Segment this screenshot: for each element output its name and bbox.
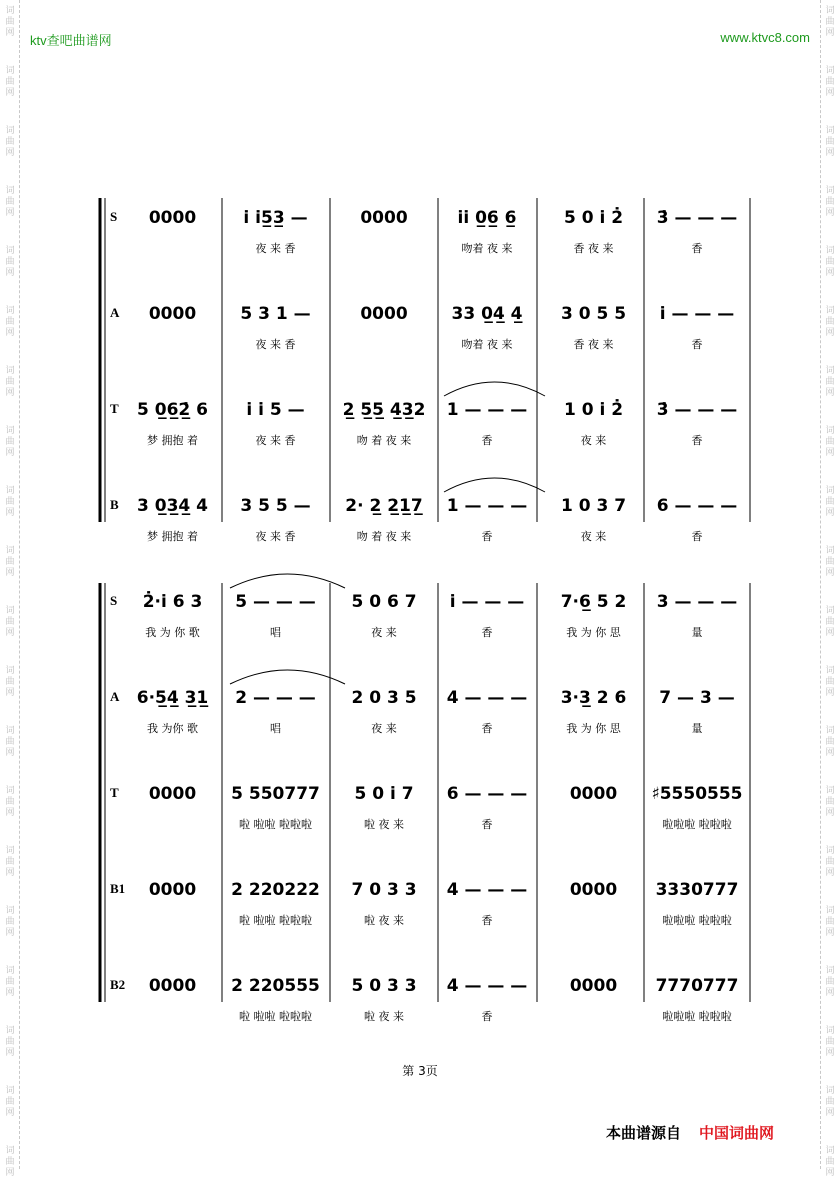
measure-lyrics: 梦 拥抱 着 bbox=[147, 530, 198, 543]
measure-notes: 1 — — — bbox=[446, 496, 528, 516]
watermark-glyph-group: 词 曲 网 bbox=[5, 66, 15, 98]
measure-notes: i̇ — — — bbox=[659, 304, 735, 324]
measure-notes: 0000 bbox=[360, 304, 408, 324]
watermark-glyph-group: 词 曲 网 bbox=[825, 726, 835, 758]
watermark-glyph-group: 词 曲 网 bbox=[825, 126, 835, 158]
measure-notes: 2̇·i̇ 6 3 bbox=[142, 592, 203, 612]
watermark-glyph-group: 词 曲 网 bbox=[825, 426, 835, 458]
measure-lyrics: 夜 来 bbox=[371, 626, 397, 639]
watermark-glyph-group: 词 曲 网 bbox=[5, 126, 15, 158]
measure-notes: 2̲ 5̲5̲ 4̲3̲2 bbox=[342, 400, 426, 420]
measure-notes: 0000 bbox=[148, 304, 197, 324]
tie-slur bbox=[444, 478, 545, 492]
measure-lyrics: 夜 来 香 bbox=[255, 530, 296, 543]
measure-notes: 2 — — — bbox=[235, 688, 316, 708]
voice-label: B2 bbox=[110, 977, 126, 992]
measure-lyrics: 夜 来 香 bbox=[255, 338, 296, 351]
tie-slur bbox=[444, 382, 545, 396]
measure-lyrics: 香 bbox=[691, 338, 703, 351]
measure-lyrics: 唱 bbox=[270, 722, 281, 735]
measure-lyrics: 夜 来 bbox=[371, 722, 397, 735]
watermark-glyph-group: 词 曲 网 bbox=[825, 246, 835, 278]
watermark-glyph-group: 词 曲 网 bbox=[825, 6, 835, 38]
measure-notes: 7 0 3 3 bbox=[351, 880, 417, 900]
watermark-glyph-group: 词 曲 网 bbox=[825, 1146, 835, 1178]
measure-lyrics: 香 bbox=[691, 530, 703, 543]
watermark-glyph-group: 词 曲 网 bbox=[5, 246, 15, 278]
voice-label: A bbox=[110, 689, 120, 704]
watermark-glyph-group: 词 曲 网 bbox=[5, 666, 15, 698]
measure-notes: 6 — — — bbox=[656, 496, 738, 516]
measure-lyrics: 啦 夜 来 bbox=[364, 914, 404, 927]
measure-notes: 0000 bbox=[148, 208, 197, 228]
watermark-glyph-group: 词 曲 网 bbox=[5, 966, 15, 998]
measure-notes: 6 — — — bbox=[446, 784, 528, 804]
watermark-glyph-group: 词 曲 网 bbox=[825, 66, 835, 98]
measure-lyrics: 啦 啦啦 啦啦啦 bbox=[239, 1010, 312, 1023]
measure-notes: 33 0̲4̲ 4̲ bbox=[451, 304, 523, 324]
watermark-glyph-group: 词 曲 网 bbox=[825, 186, 835, 218]
measure-notes: 5 0 3 3 bbox=[351, 976, 417, 996]
watermark-glyph-group: 词 曲 网 bbox=[825, 906, 835, 938]
measure-notes: 6·5̲4̲ 3̲1̲ bbox=[136, 688, 209, 708]
measure-lyrics: 唱 bbox=[270, 626, 281, 639]
measure-notes: 0000 bbox=[360, 208, 408, 228]
measure-lyrics: 梦 拥抱 着 bbox=[147, 434, 198, 447]
measure-notes: 3 0̲3̲4̲ 4 bbox=[137, 496, 208, 516]
measure-lyrics: 量 bbox=[691, 626, 703, 639]
measure-lyrics: 啦 啦啦 啦啦啦 bbox=[239, 914, 312, 927]
site-name: ktv查吧曲谱网 bbox=[30, 33, 112, 48]
watermark-glyph-group: 词 曲 网 bbox=[5, 606, 15, 638]
measure-lyrics: 啦啦啦 啦啦啦 bbox=[662, 818, 732, 831]
measure-notes: ♯5550555 bbox=[651, 784, 743, 804]
measure-notes: 0000 bbox=[569, 880, 618, 900]
measure-lyrics: 啦啦啦 啦啦啦 bbox=[662, 1010, 732, 1023]
watermark-glyph-group: 词 曲 网 bbox=[825, 1086, 835, 1118]
measure-notes: i̇ — — — bbox=[449, 592, 525, 612]
measure-lyrics: 香 bbox=[481, 1010, 493, 1023]
measure-notes: i̇ i̇5̲3̲ — bbox=[243, 208, 308, 228]
measure-notes: 0000 bbox=[569, 976, 618, 996]
measure-lyrics: 夜 来 bbox=[580, 530, 607, 543]
measure-notes: 2 220222 bbox=[231, 880, 320, 900]
voice-label: T bbox=[110, 401, 119, 416]
measure-notes: 0000 bbox=[569, 784, 618, 804]
watermark-glyph-group: 词 曲 网 bbox=[825, 666, 835, 698]
watermark-glyph-group: 词 曲 网 bbox=[825, 606, 835, 638]
measure-notes: 5 3 1 — bbox=[240, 304, 311, 324]
measure-notes: 3 — — — bbox=[656, 592, 738, 612]
measure-lyrics: 吻 着 夜 来 bbox=[356, 434, 412, 447]
measure-notes: 7770777 bbox=[655, 976, 739, 996]
watermark-glyph-group: 词 曲 网 bbox=[5, 306, 15, 338]
measure-lyrics: 香 bbox=[691, 434, 703, 447]
measure-lyrics: 香 bbox=[481, 722, 493, 735]
measure-notes: 1 — — — bbox=[446, 400, 528, 420]
measure-lyrics: 香 夜 来 bbox=[573, 242, 614, 255]
watermark-glyph-group: 词 曲 网 bbox=[825, 786, 835, 818]
measure-notes: 7·6̲ 5 2 bbox=[560, 592, 627, 612]
measure-lyrics: 吻着 夜 来 bbox=[461, 338, 513, 351]
watermark-glyph-group: 词 曲 网 bbox=[825, 966, 835, 998]
watermark-glyph-group: 词 曲 网 bbox=[5, 186, 15, 218]
watermark-glyph-group: 词 曲 网 bbox=[825, 366, 835, 398]
page-number: 第 3页 bbox=[402, 1064, 438, 1078]
measure-notes: 3 0 5 5 bbox=[560, 304, 627, 324]
measure-lyrics: 啦 夜 来 bbox=[364, 818, 404, 831]
watermark-glyph-group: 词 曲 网 bbox=[5, 1026, 15, 1058]
measure-notes: 0000 bbox=[148, 976, 197, 996]
measure-lyrics: 吻 着 夜 来 bbox=[356, 530, 412, 543]
measure-lyrics: 啦 啦啦 啦啦啦 bbox=[239, 818, 312, 831]
measure-notes: 2· 2̲ 2̲1̲7̲ bbox=[345, 496, 423, 516]
watermark-glyph-group: 词 曲 网 bbox=[5, 906, 15, 938]
watermark-glyph-group: 词 曲 网 bbox=[5, 786, 15, 818]
measure-notes: 0000 bbox=[148, 784, 197, 804]
watermark-glyph-group: 词 曲 网 bbox=[5, 726, 15, 758]
measure-notes: 1 0 3 7 bbox=[560, 496, 627, 516]
watermark-glyph-group: 词 曲 网 bbox=[825, 486, 835, 518]
watermark-glyph-group: 词 曲 网 bbox=[825, 306, 835, 338]
measure-notes: 3330777 bbox=[655, 880, 739, 900]
measure-lyrics: 夜 来 香 bbox=[255, 242, 296, 255]
measure-lyrics: 夜 来 bbox=[580, 434, 607, 447]
watermark-glyph-group: 词 曲 网 bbox=[5, 486, 15, 518]
watermark-glyph-group: 词 曲 网 bbox=[5, 426, 15, 458]
measure-lyrics: 我 为你 歌 bbox=[147, 722, 198, 735]
watermark-glyph-group: 词 曲 网 bbox=[5, 1086, 15, 1118]
measure-lyrics: 香 bbox=[481, 626, 493, 639]
voice-label: S bbox=[110, 593, 118, 608]
measure-lyrics: 香 bbox=[691, 242, 703, 255]
measure-notes: 5 0 6 7 bbox=[351, 592, 417, 612]
watermark-glyph-group: 词 曲 网 bbox=[825, 1026, 835, 1058]
measure-notes: 3·3̲ 2 6 bbox=[560, 688, 627, 708]
watermark-glyph-group: 词 曲 网 bbox=[5, 6, 15, 38]
measure-lyrics: 香 bbox=[481, 530, 493, 543]
voice-label: B1 bbox=[110, 881, 126, 896]
watermark-glyph-group: 词 曲 网 bbox=[5, 366, 15, 398]
watermark-glyph-group: 词 曲 网 bbox=[825, 546, 835, 578]
measure-notes: 0000 bbox=[148, 880, 197, 900]
measure-notes: 5 0 i̇ 2̇ bbox=[563, 208, 624, 228]
voice-label: A bbox=[110, 305, 120, 320]
watermark-glyph-group: 词 曲 网 bbox=[5, 546, 15, 578]
measure-notes: 7 — 3 — bbox=[659, 688, 735, 708]
voice-label: S bbox=[110, 209, 118, 224]
measure-notes: 2 0 3 5 bbox=[351, 688, 417, 708]
voice-label: T bbox=[110, 785, 119, 800]
measure-lyrics: 我 为 你 思 bbox=[566, 626, 621, 639]
measure-notes: 4 — — — bbox=[446, 688, 528, 708]
measure-notes: 5 0̲6̲2̲̇ 6 bbox=[137, 400, 208, 420]
site-url[interactable]: www.ktvc8.com bbox=[720, 30, 810, 45]
measure-notes: i̇i̇ 0̲6̲ 6̲ bbox=[457, 208, 517, 228]
measure-notes: 3̇ — — — bbox=[656, 208, 738, 228]
measure-notes: 4 — — — bbox=[446, 880, 528, 900]
measure-notes: 3 5 5 — bbox=[240, 496, 311, 516]
footer-credit bbox=[606, 1122, 774, 1143]
measure-lyrics: 香 夜 来 bbox=[573, 338, 614, 351]
measure-notes: 5 — — — bbox=[235, 592, 316, 612]
watermark-glyph-group: 词 曲 网 bbox=[825, 846, 835, 878]
tie-slur bbox=[230, 574, 345, 588]
measure-notes: i̇ i̇ 5 — bbox=[246, 400, 305, 420]
measure-lyrics: 香 bbox=[481, 914, 493, 927]
measure-notes: 1 0 i̇ 2̇ bbox=[563, 400, 624, 420]
measure-notes: 3̇ — — — bbox=[656, 400, 738, 420]
measure-notes: 4 — — — bbox=[446, 976, 528, 996]
voice-label: B bbox=[110, 497, 119, 512]
measure-lyrics: 香 bbox=[481, 818, 493, 831]
measure-lyrics: 啦 夜 来 bbox=[364, 1010, 404, 1023]
measure-notes: 2 220555 bbox=[231, 976, 320, 996]
measure-lyrics: 啦啦啦 啦啦啦 bbox=[662, 914, 732, 927]
measure-notes: 5 550777 bbox=[231, 784, 320, 804]
tie-slur bbox=[230, 670, 345, 684]
footer-brand-link[interactable]: 中国词曲网 bbox=[699, 1124, 775, 1142]
measure-notes: 5 0 i̇ 7 bbox=[354, 784, 414, 804]
measure-lyrics: 夜 来 香 bbox=[255, 434, 296, 447]
measure-lyrics: 吻着 夜 来 bbox=[461, 242, 513, 255]
measure-lyrics: 香 bbox=[481, 434, 493, 447]
footer-source-text: 本曲谱源自 bbox=[606, 1124, 682, 1142]
watermark-glyph-group: 词 曲 网 bbox=[5, 1146, 15, 1178]
watermark-glyph-group: 词 曲 网 bbox=[5, 846, 15, 878]
measure-lyrics: 我 为 你 歌 bbox=[145, 626, 200, 639]
measure-lyrics: 我 为 你 思 bbox=[566, 722, 621, 735]
measure-lyrics: 量 bbox=[691, 722, 703, 735]
